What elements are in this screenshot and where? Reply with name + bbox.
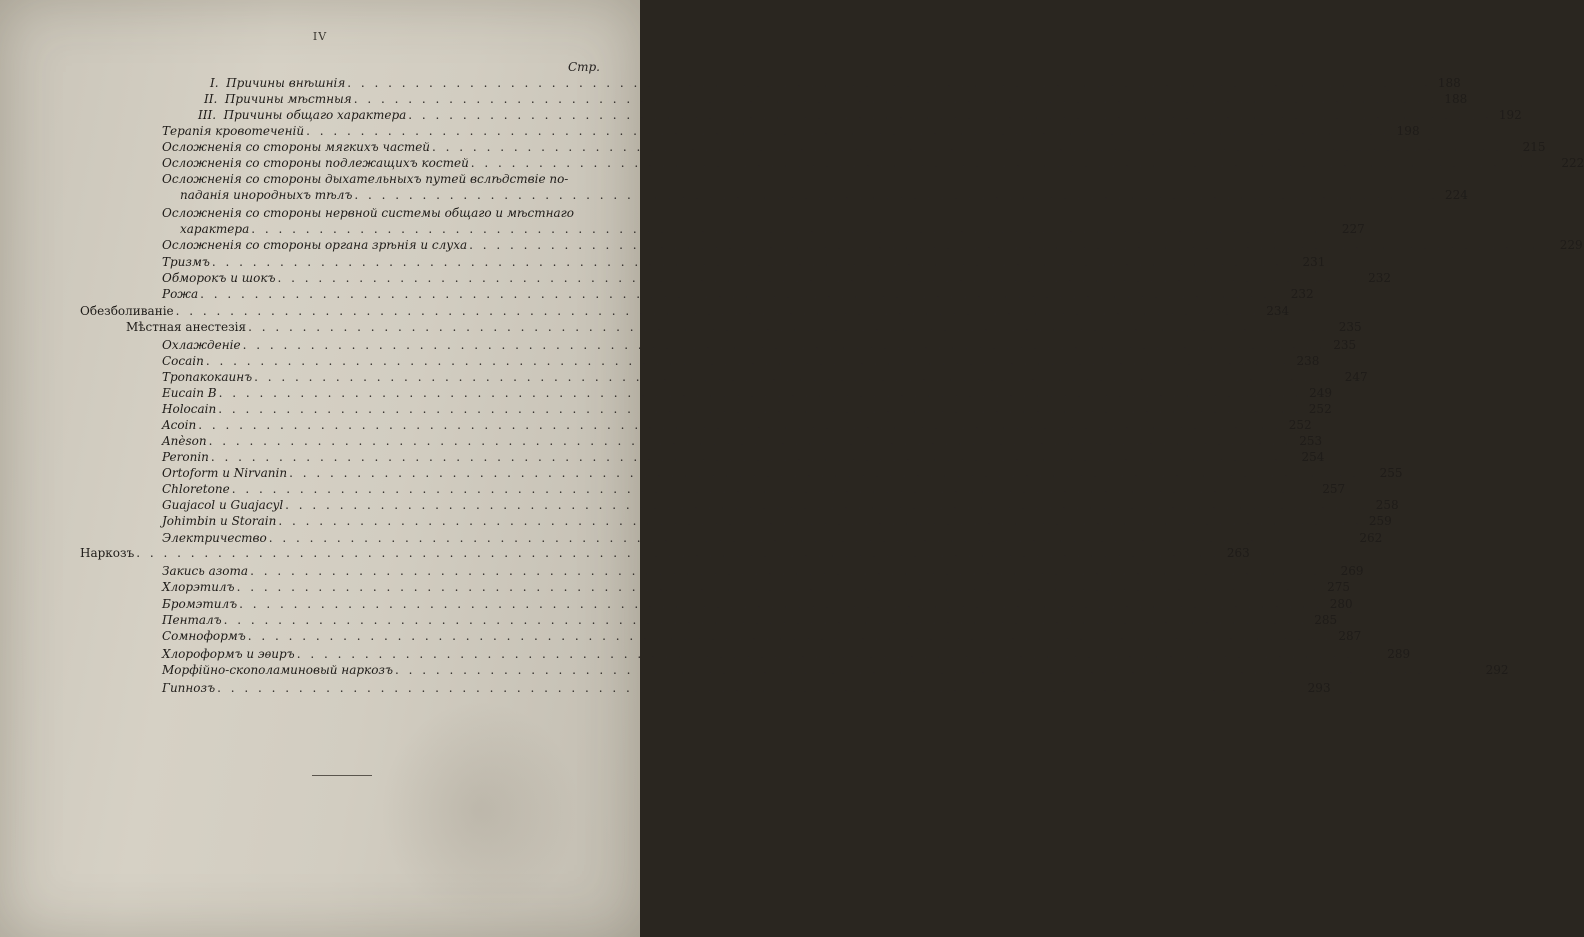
toc-entry-label: Наркозъ	[80, 546, 135, 560]
page-number: IV	[312, 30, 328, 43]
toc-leader-dots: . . . . . . . . . . . . . . . . . . . . . . . . . . . . . . . . . . . . . . . . . . . . . . . . . . . . . . . . . . . . . . . . . . . . . . . . . . . . . . . .	[250, 564, 1334, 578]
toc-entry-label: Мѣстная анестезія	[126, 320, 247, 334]
toc-leader-dots: . . . . . . . . . . . . . . . . . . . . . . . . . . . . . . . . . . . . . . . . . . . . . . . . . . . . . . . . . . . . . . . . . . . . . . . . . . . . . . . .	[136, 546, 1220, 560]
toc-entry	[162, 139, 1546, 155]
toc-entry	[162, 612, 1338, 628]
toc-entry	[162, 563, 1364, 579]
toc-page-number: 289	[1387, 647, 1411, 661]
toc-entry-label: Пенталъ	[162, 613, 222, 627]
toc-entry	[162, 497, 1399, 513]
toc-entry-label: Тропакокаинъ	[162, 370, 253, 384]
toc-entry-label: Тризмъ	[162, 255, 210, 269]
toc-page-number: 188	[1444, 92, 1468, 106]
toc-entry	[162, 433, 1323, 449]
toc-page-number: 192	[1498, 108, 1522, 122]
toc-entry-label: Eucain B	[162, 386, 217, 400]
toc-entry-label: Сомноформъ	[162, 629, 246, 643]
toc-entry	[162, 254, 1326, 270]
toc-page-number: 232	[1368, 271, 1392, 285]
toc-page-number: 262	[1359, 531, 1383, 545]
toc-entry-label: Закись азота	[162, 564, 249, 578]
toc-page-number: 253	[1299, 434, 1323, 448]
toc-leader-dots: . . . . . . . . . . . . . . . . . . . . . . . . . . . . . . . . . . . . . . . . . . . . . . . . . . . . . . . . . . . . . . . . . . . . . . . . . . . . . . . .	[408, 108, 1492, 122]
toc-entry-label: Peronin	[162, 450, 209, 464]
toc-entry-label: Охлажденіе	[162, 338, 241, 352]
toc-entry-label: Осложненія со стороны подлежащихъ костей	[162, 156, 469, 170]
toc-page-number: 229	[1559, 238, 1583, 252]
toc-page-number: 224	[1444, 188, 1468, 202]
toc-leader-dots: . . . . . . . . . . . . . . . . . . . . . . . . . . . . . . . . . . . . . . . . . . . . . . . . . . . . . . . . . . . . . . . . . . . . . . . . . . . . . . . .	[200, 287, 1284, 301]
toc-page-number: 234	[1266, 304, 1290, 318]
toc-entry	[162, 628, 1362, 644]
toc-leader-dots: . . . . . . . . . . . . . . . . . . . . . . . . . . . . . . . . . . . . . . . . . . . . . . . . . . . . . . . . . . . . . . . . . . . . . . . . . . . . . . . .	[289, 466, 1373, 480]
toc-entry-label: Рожа	[162, 287, 199, 301]
toc-entry	[162, 513, 1392, 529]
toc-leader-dots: . . . . . . . . . . . . . . . . . . . . . . . . . . . . . . . . . . . . . . . . . . . . . . . . . . . . . . . . . . . . . . . . . . . . . . . . . . . . . . . .	[470, 156, 1555, 170]
toc-entry-label: Cocain	[162, 354, 204, 368]
toc-entry-label: Бромэтилъ	[162, 597, 238, 611]
toc-entry	[80, 303, 1290, 319]
toc-entry-label: Гипнозъ	[162, 681, 216, 695]
toc-entry	[126, 319, 1362, 335]
toc-entry	[162, 680, 1331, 696]
toc-page-number: 222	[1561, 156, 1584, 170]
toc-entry	[162, 401, 1332, 417]
toc-entry-label: Осложненія со стороны нервной системы общаго и мѣстнаго	[162, 206, 574, 220]
toc-entry	[204, 91, 1468, 107]
toc-entry-label: I. Причины внѣшнія	[210, 76, 346, 90]
toc-entry-label: Обморокъ и шокъ	[162, 271, 276, 285]
toc-entry-label: характера	[180, 222, 250, 236]
toc-page-number: 287	[1338, 629, 1362, 643]
toc-page-number: 293	[1307, 681, 1331, 695]
toc-entry	[162, 662, 1509, 678]
toc-page-number: 280	[1329, 597, 1353, 611]
toc-entry-label: Осложненія со стороны органа зрѣнія и слуха	[162, 238, 468, 252]
toc-leader-dots: . . . . . . . . . . . . . . . . . . . . . . . . . . . . . . . . . . . . . . . . . . . . . . . . . . . . . . . . . . . . . . . . . . . . . . . . . . . . . . . .	[242, 338, 1327, 352]
toc-entry-label: Хлорэтилъ	[162, 580, 235, 594]
toc-entry-label: Johimbin и Storain	[162, 514, 277, 528]
toc-leader-dots: . . . . . . . . . . . . . . . . . . . . . . . . . . . . . . . . . . . . . . . . . . . . . . . . . . . . . . . . . . . . . . . . . . . . . . . . . . . . . . . .	[394, 663, 1479, 677]
toc-page-number: 275	[1327, 580, 1351, 594]
toc-leader-dots: . . . . . . . . . . . . . . . . . . . . . . . . . . . . . . . . . . . . . . . . . . . . . . . . . . . . . . . . . . . . . . . . . . . . . . . . . . . . . . . .	[198, 418, 1282, 432]
toc-leader-dots: . . . . . . . . . . . . . . . . . . . . . . . . . . . . . . . . . . . . . . . . . . . . . . . . . . . . . . . . . . . . . . . . . . . . . . . . . . . . . . . .	[231, 482, 1316, 496]
toc-page-number: 269	[1340, 564, 1364, 578]
toc-entry-label: Anèson	[162, 434, 207, 448]
toc-leader-dots: . . . . . . . . . . . . . . . . . . . . . . . . . . . . . . . . . . . . . . . . . . . . . . . . . . . . . . . . . . . . . . . . . . . . . . . . . . . . . . . .	[208, 434, 1293, 448]
toc-page-number: 252	[1288, 418, 1312, 432]
toc-entry-label: Терапія кровотеченій	[162, 124, 305, 138]
toc-entry	[162, 385, 1333, 401]
toc-entry-label: Морфійно-скополаминовый наркозъ	[162, 663, 393, 677]
toc-entry	[162, 481, 1346, 497]
toc-page-number: 215	[1522, 140, 1546, 154]
toc-entry	[162, 353, 1320, 369]
toc-page-number: 198	[1396, 124, 1420, 138]
toc-entry-label: Acoin	[162, 418, 197, 432]
toc-leader-dots: . . . . . . . . . . . . . . . . . . . . . . . . . . . . . . . . . . . . . . . . . . . . . . . . . . . . . . . . . . . . . . . . . . . . . . . . . . . . . . . .	[354, 188, 1438, 202]
page-column-header: Стр.	[567, 60, 600, 74]
toc-leader-dots: . . . . . . . . . . . . . . . . . . . . . . . . . . . . . . . . . . . . . . . . . . . . . . . . . . . . . . . . . . . . . . . . . . . . . . . . . . . . . . . .	[353, 92, 1438, 106]
toc-page-number: 254	[1301, 450, 1325, 464]
toc-leader-dots: . . . . . . . . . . . . . . . . . . . . . . . . . . . . . . . . . . . . . . . . . . . . . . . . . . . . . . . . . . . . . . . . . . . . . . . . . . . . . . . .	[296, 647, 1381, 661]
toc-leader-dots: . . . . . . . . . . . . . . . . . . . . . . . . . . . . . . . . . . . . . . . . . . . . . . . . . . . . . . . . . . . . . . . . . . . . . . . . . . . . . . . .	[205, 354, 1290, 368]
toc-leader-dots: . . . . . . . . . . . . . . . . . . . . . . . . . . . . . . . . . . . . . . . . . . . . . . . . . . . . . . . . . . . . . . . . . . . . . . . . . . . . . . . .	[254, 370, 1338, 384]
toc-page-number: 255	[1379, 466, 1403, 480]
toc-leader-dots: . . . . . . . . . . . . . . . . . . . . . . . . . . . . . . . . . . . . . . . . . . . . . . . . . . . . . . . . . . . . . . . . . . . . . . . . . . . . . . . .	[268, 531, 1353, 545]
toc-page-number: 263	[1226, 546, 1250, 560]
toc-entry	[180, 187, 1468, 203]
toc-page-number: 292	[1485, 663, 1509, 677]
toc-entry-label: Электричество	[162, 531, 267, 545]
toc-leader-dots: . . . . . . . . . . . . . . . . . . . . . . . . . . . . . . . . . . . . . . . . . . . . . . . . . . . . . . . . . . . . . . . . . . . . . . . . . . . . . . . .	[285, 498, 1369, 512]
toc-entry-label: Guajacol и Guajacyl	[162, 498, 284, 512]
toc-entry	[162, 369, 1368, 385]
toc-entry	[162, 123, 1420, 139]
toc-leader-dots: . . . . . . . . . . . . . . . . . . . . . . . . . . . . . . . . . . . . . . . . . . . . . . . . . . . . . . . . . . . . . . . . . . . . . . . . . . . . . . . .	[217, 681, 1301, 695]
toc-entry-label: Holocain	[162, 402, 217, 416]
toc-page-number: 247	[1344, 370, 1368, 384]
toc-entry-label: Chloretone	[162, 482, 230, 496]
toc-page-number: 231	[1302, 255, 1326, 269]
toc-leader-dots: . . . . . . . . . . . . . . . . . . . . . . . . . . . . . . . . . . . . . . . . . . . . . . . . . . . . . . . . . . . . . . . . . . . . . . . . . . . . . . . .	[175, 304, 1260, 318]
toc-page-number: 252	[1308, 402, 1332, 416]
toc-page-number: 259	[1368, 514, 1392, 528]
toc-page-number: 188	[1437, 76, 1461, 90]
toc-entry-label: Ortoform и Nirvanin	[162, 466, 288, 480]
toc-entry	[162, 155, 1584, 171]
toc-leader-dots: . . . . . . . . . . . . . . . . . . . . . . . . . . . . . . . . . . . . . . . . . . . . . . . . . . . . . . . . . . . . . . . . . . . . . . . . . . . . . . . .	[278, 514, 1362, 528]
toc-page-number: 238	[1296, 354, 1320, 368]
toc-leader-dots: . . . . . . . . . . . . . . . . . . . . . . . . . . . . . . . . . . . . . . . . . . . . . . . . . . . . . . . . . . . . . . . . . . . . . . . . . . . . . . . .	[218, 386, 1303, 400]
toc-entry-label: Обезболиваніе	[80, 304, 174, 318]
toc-entry-label: II. Причины мѣстныя	[204, 92, 352, 106]
toc-entry-label: Осложненія со стороны мягкихъ частей	[162, 140, 431, 154]
toc-entry	[80, 545, 1250, 561]
toc-leader-dots: . . . . . . . . . . . . . . . . . . . . . . . . . . . . . . . . . . . . . . . . . . . . . . . . . . . . . . . . . . . . . . . . . . . . . . . . . . . . . . . .	[277, 271, 1362, 285]
toc-entry	[162, 579, 1351, 595]
toc-entry	[162, 596, 1353, 612]
toc-leader-dots: . . . . . . . . . . . . . . . . . . . . . . . . . . . . . . . . . . . . . . . . . . . . . . . . . . . . . . . . . . . . . . . . . . . . . . . . . . . . . . . .	[247, 629, 1332, 643]
toc-page-number: 285	[1314, 613, 1338, 627]
toc-leader-dots: . . . . . . . . . . . . . . . . . . . . . . . . . . . . . . . . . . . . . . . . . . . . . . . . . . . . . . . . . . . . . . . . . . . . . . . . . . . . . . . .	[223, 613, 1308, 627]
toc-page-number: 249	[1309, 386, 1333, 400]
toc-entry	[198, 107, 1522, 123]
toc-leader-dots: . . . . . . . . . . . . . . . . . . . . . . . . . . . . . . . . . . . . . . . . . . . . . . . . . . . . . . . . . . . . . . . . . . . . . . . . . . . . . . . .	[432, 140, 1516, 154]
toc-page-number: 232	[1290, 287, 1314, 301]
toc-leader-dots: . . . . . . . . . . . . . . . . . . . . . . . . . . . . . . . . . . . . . . . . . . . . . . . . . . . . . . . . . . . . . . . . . . . . . . . . . . . . . . . .	[236, 580, 1321, 594]
toc-entry-label: Осложненія со стороны дыхательныхъ путей вслѣдствіе по-	[162, 172, 569, 186]
toc-leader-dots: . . . . . . . . . . . . . . . . . . . . . . . . . . . . . . . . . . . . . . . . . . . . . . . . . . . . . . . . . . . . . . . . . . . . . . . . . . . . . . . .	[211, 255, 1296, 269]
toc-entry-label: паданія инородныхъ тѣлъ	[180, 188, 353, 202]
toc-entry	[162, 530, 1383, 546]
toc-entry	[162, 337, 1357, 353]
toc-entry	[162, 465, 1403, 481]
toc-entry	[180, 221, 1365, 237]
toc-page-number: 257	[1322, 482, 1346, 496]
toc-leader-dots: . . . . . . . . . . . . . . . . . . . . . . . . . . . . . . . . . . . . . . . . . . . . . . . . . . . . . . . . . . . . . . . . . . . . . . . . . . . . . . . .	[347, 76, 1431, 90]
toc-entry	[162, 237, 1583, 253]
toc-leader-dots: . . . . . . . . . . . . . . . . . . . . . . . . . . . . . . . . . . . . . . . . . . . . . . . . . . . . . . . . . . . . . . . . . . . . . . . . . . . . . . . .	[251, 222, 1335, 236]
toc-entry-label: Хлороформъ и эѳиръ	[162, 647, 295, 661]
toc-leader-dots: . . . . . . . . . . . . . . . . . . . . . . . . . . . . . . . . . . . . . . . . . . . . . . . . . . . . . . . . . . . . . . . . . . . . . . . . . . . . . . . .	[210, 450, 1295, 464]
toc-leader-dots: . . . . . . . . . . . . . . . . . . . . . . . . . . . . . . . . . . . . . . . . . . . . . . . . . . . . . . . . . . . . . . . . . . . . . . . . . . . . . . . .	[248, 320, 1332, 334]
toc-entry-label: III. Причины общаго характера	[198, 108, 407, 122]
end-rule	[312, 775, 372, 776]
toc-entry	[162, 646, 1411, 662]
toc-leader-dots: . . . . . . . . . . . . . . . . . . . . . . . . . . . . . . . . . . . . . . . . . . . . . . . . . . . . . . . . . . . . . . . . . . . . . . . . . . . . . . . .	[239, 597, 1323, 611]
toc-page-number: 258	[1375, 498, 1399, 512]
toc-entry	[210, 75, 1461, 91]
toc-entry	[162, 286, 1314, 302]
toc-entry	[162, 417, 1312, 433]
toc-leader-dots: . . . . . . . . . . . . . . . . . . . . . . . . . . . . . . . . . . . . . . . . . . . . . . . . . . . . . . . . . . . . . . . . . . . . . . . . . . . . . . . .	[218, 402, 1302, 416]
toc-leader-dots: . . . . . . . . . . . . . . . . . . . . . . . . . . . . . . . . . . . . . . . . . . . . . . . . . . . . . . . . . . . . . . . . . . . . . . . . . . . . . . . .	[469, 238, 1553, 252]
toc-page-number: 235	[1338, 320, 1362, 334]
toc-entry	[162, 270, 1392, 286]
toc-page-number: 227	[1341, 222, 1365, 236]
toc-leader-dots: . . . . . . . . . . . . . . . . . . . . . . . . . . . . . . . . . . . . . . . . . . . . . . . . . . . . . . . . . . . . . . . . . . . . . . . . . . . . . . . .	[306, 124, 1390, 138]
toc-entry	[162, 449, 1325, 465]
toc-page-number: 235	[1333, 338, 1357, 352]
